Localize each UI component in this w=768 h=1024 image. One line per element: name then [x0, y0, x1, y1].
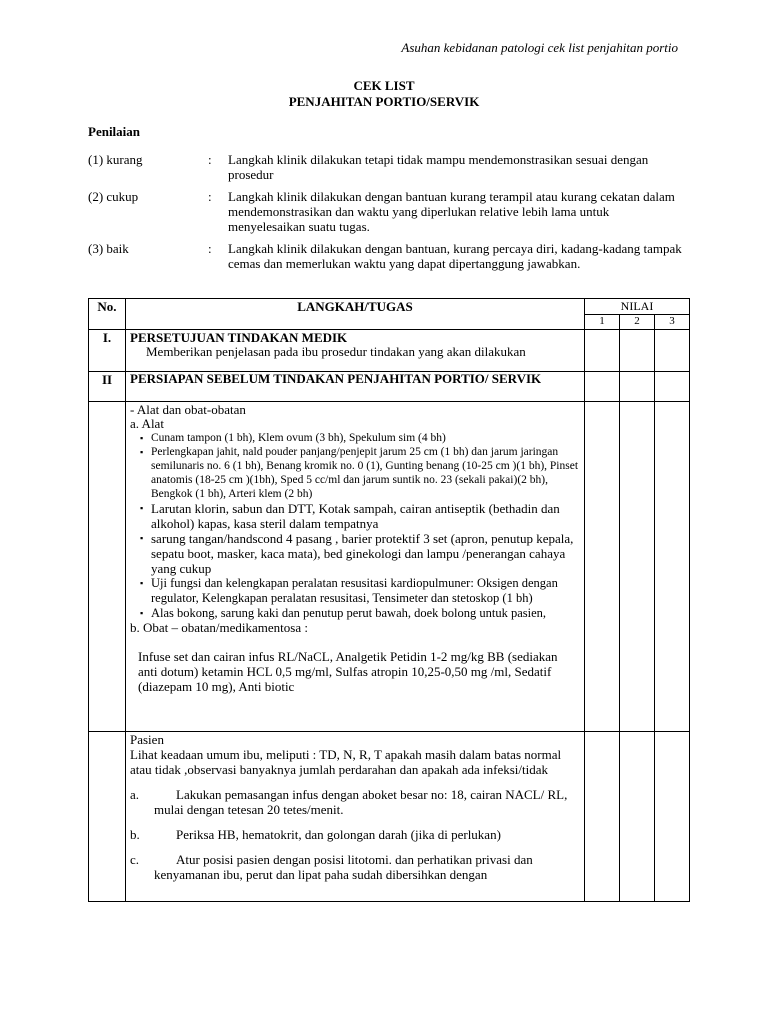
score-cell-2[interactable]: [620, 330, 655, 372]
equipment-heading: - Alat dan obat-obatan: [130, 402, 246, 417]
criterion-key: (1) kurang: [88, 152, 143, 167]
header-no: No.: [89, 299, 126, 330]
table-row: [89, 402, 690, 732]
criterion-cukup: [88, 189, 688, 234]
list-item: ▪ sarung tangan/handscond 4 pasang , barier protektif 3 set (apron, penutup kepala, sepatu boot, masker, kaca mata), bed ginekologi dan lampu /penerangan cahaya yang cukup: [146, 531, 580, 576]
section-title: PERSIAPAN SEBELUM TINDAKAN PENJAHITAN PORTIO/ SERVIK: [130, 371, 542, 386]
patient-cell: [126, 732, 585, 902]
table-row: [89, 732, 690, 902]
criterion-key: (3) baik: [88, 241, 129, 256]
running-header: Asuhan kebidanan patologi cek list penjahitan portio: [401, 40, 678, 55]
score-level-3: 3: [655, 315, 690, 330]
criterion-desc: Langkah klinik dilakukan tetapi tidak mampu mendemonstrasikan sesuai dengan prosedur: [228, 152, 649, 182]
table-header-row: [89, 299, 690, 315]
checklist-table: [88, 298, 690, 902]
document-title: [0, 78, 768, 110]
list-item: ▪ Alas bokong, sarung kaki dan penutup perut bawah, doek bolong untuk pasien,: [146, 606, 580, 621]
criterion-colon: :: [208, 152, 212, 167]
list-item: ▪ Perlengkapan jahit, nald pouder panjang/penjepit jarum 25 cm (1 bh) dan jarum jaringan semilunaris no. 6 (1 bh), Benang kromik no. 0 (1), Gunting benang (10-25 cm )(1 bh), Pinset anatomis (18-25 cm )(1bh), Sped 5 cc/ml dan jarum suntik no. 23 (sekali pakai)(2 bh), Bengkok (1 bh), Arteri klem (2 bh): [146, 445, 580, 501]
equipment-a-label: a. Alat: [130, 416, 164, 431]
score-cell-1[interactable]: [585, 330, 620, 372]
title-line-1: CEK LIST: [353, 78, 415, 93]
step-text: Periksa HB, hematokrit, dan golongan darah (jika di perlukan): [176, 827, 501, 842]
header-task: LANGKAH/TUGAS: [126, 299, 585, 330]
patient-step-b: [130, 827, 580, 842]
score-cell-2[interactable]: [620, 372, 655, 402]
header-score: NILAI: [585, 299, 690, 315]
step-letter: c.: [130, 852, 140, 867]
score-level-2: 2: [620, 315, 655, 330]
step-text: Atur posisi pasien dengan posisi litotomi. dan perhatikan privasi dan kenyamanan ibu, perut dan lipat paha sudah dibersihkan dengan: [154, 852, 533, 882]
step-letter: b.: [130, 827, 140, 842]
empty-number-cell: [89, 402, 126, 732]
criterion-kurang: [88, 152, 688, 182]
criterion-key: (2) cukup: [88, 189, 139, 204]
assessment-criteria: [88, 152, 688, 278]
drugs-b-label: b. Obat – obatan/medikamentosa :: [130, 620, 308, 635]
patient-step-a: [130, 787, 580, 817]
title-line-2: PENJAHITAN PORTIO/SERVIK: [288, 94, 480, 109]
equipment-cell: [126, 402, 585, 732]
table-row: [89, 372, 690, 402]
criterion-desc: Langkah klinik dilakukan dengan bantuan, kurang percaya diri, kadang-kadang tampak cemas dan memerlukan waktu yang dapat dipertanggung jawabkan.: [228, 241, 682, 271]
criterion-colon: :: [208, 189, 212, 204]
patient-step-c: [130, 852, 580, 882]
table-row: [89, 330, 690, 372]
section-title: PERSETUJUAN TINDAKAN MEDIK: [130, 330, 348, 345]
drugs-description: Infuse set dan cairan infus RL/NaCL, Analgetik Petidin 1-2 mg/kg BB (sediakan anti dotum) ketamin HCL 0,5 mg/ml, Sulfas atropin 10,25-0,50 mg /ml, Sedatif (diazepam 10 mg), Anti biotic: [138, 649, 558, 694]
section-number: I.: [89, 330, 126, 372]
score-cell-2[interactable]: [620, 402, 655, 732]
patient-heading: Pasien: [130, 732, 164, 747]
score-cell-2[interactable]: [620, 732, 655, 902]
score-cell-1[interactable]: [585, 402, 620, 732]
empty-number-cell: [89, 732, 126, 902]
score-cell-3[interactable]: [655, 372, 690, 402]
assessment-heading: Penilaian: [88, 124, 141, 139]
patient-description: Lihat keadaan umum ibu, meliputi : TD, N, R, T apakah masih dalam batas normal atau tidak ,observasi banyaknya jumlah perdarahan dan apakah ada infeksi/tidak: [130, 747, 562, 777]
section-cell: [126, 372, 585, 402]
score-level-1: 1: [585, 315, 620, 330]
list-item: ▪ Cunam tampon (1 bh), Klem ovum (3 bh), Spekulum sim (4 bh): [146, 431, 580, 445]
section-number: II: [89, 372, 126, 402]
step-text: Lakukan pemasangan infus dengan aboket besar no: 18, cairan NACL/ RL, mulai dengan tetesan 20 tetes/menit.: [154, 787, 568, 817]
criterion-baik: [88, 241, 688, 271]
score-cell-1[interactable]: [585, 372, 620, 402]
score-cell-3[interactable]: [655, 330, 690, 372]
section-description: Memberikan penjelasan pada ibu prosedur tindakan yang akan dilakukan: [146, 344, 526, 359]
score-cell-1[interactable]: [585, 732, 620, 902]
criterion-colon: :: [208, 241, 212, 256]
list-item: ▪ Larutan klorin, sabun dan DTT, Kotak sampah, cairan antiseptik (bethadin dan alkohol) kapas, kasa steril dalam tempatnya: [146, 501, 580, 531]
equipment-list: [130, 431, 580, 621]
score-cell-3[interactable]: [655, 732, 690, 902]
section-cell: [126, 330, 585, 372]
score-cell-3[interactable]: [655, 402, 690, 732]
criterion-desc: Langkah klinik dilakukan dengan bantuan kurang terampil atau kurang cekatan dalam mendemonstrasikan dan waktu yang diperlukan relative lebih lama untuk menyelesaikan suatu tugas.: [228, 189, 675, 234]
list-item: ▪ Uji fungsi dan kelengkapan peralatan resusitasi kardiopulmuner: Oksigen dengan regulator, Kelengkapan peralatan resusitasi, Tensimeter dan stetoskop (1 bh): [146, 576, 580, 606]
step-letter: a.: [130, 787, 140, 802]
